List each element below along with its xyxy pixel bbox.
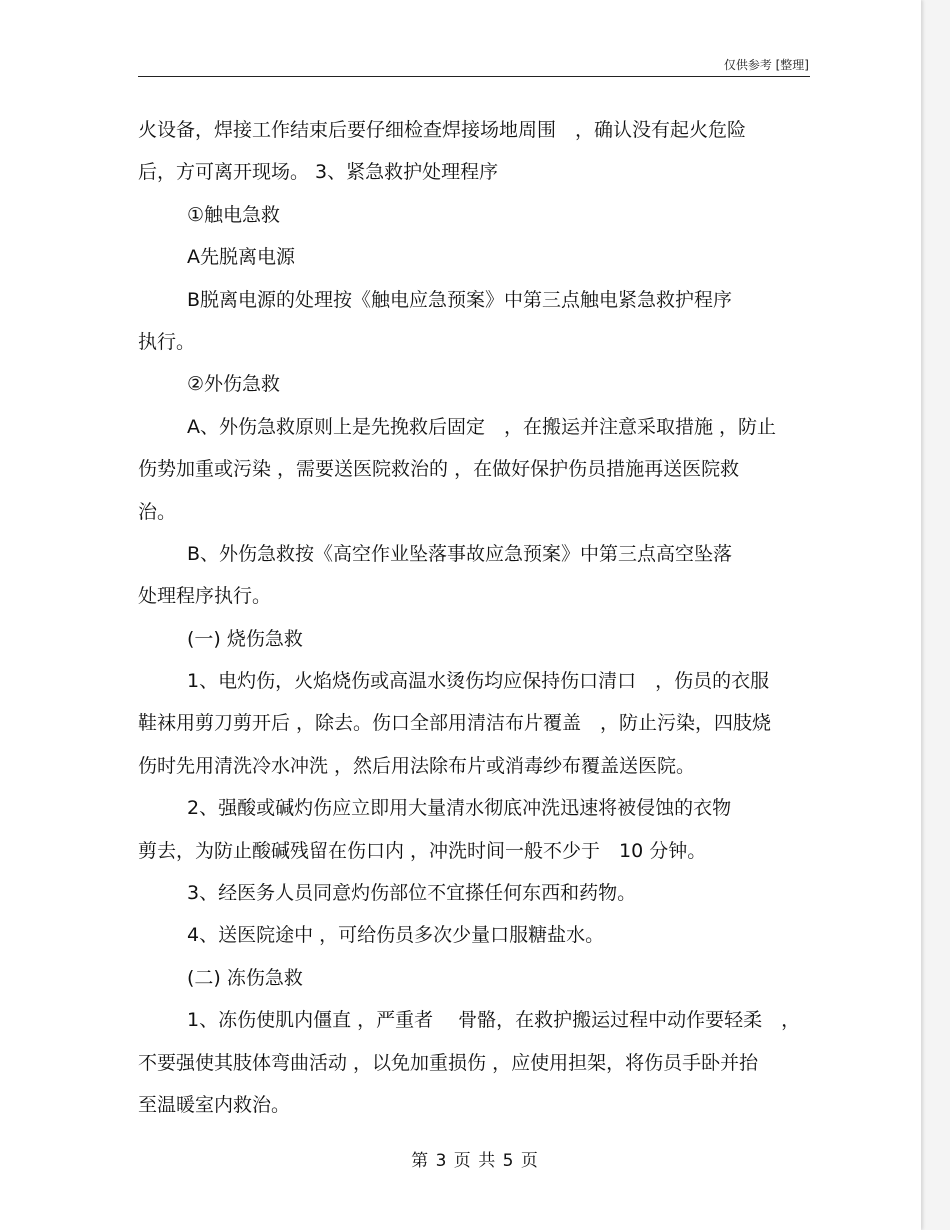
text-line: 1、冻伤使肌内僵直 ，严重者 骨骼，在救护搬运过程中动作要轻柔 ， — [187, 1009, 801, 1032]
body-text — [138, 109, 828, 1126]
text-line: 火设备，焊接工作结束后要仔细检查焊接场地周围 ，确认没有起火危险 — [138, 119, 747, 141]
text-line: B脱离电源的处理按《触电应急预案》中第三点触电紧急救护程序 — [187, 288, 733, 311]
text-line: ①触电急救 — [187, 203, 281, 226]
text-line: A、外伤急救原则上是先挽救后固定 ，在搬运并注意采取措施 ，防止 — [187, 415, 777, 438]
text-line: 2、强酸或碱灼伤应立即用大量清水彻底冲洗迅速将被侵蚀的衣物 — [187, 797, 732, 820]
text-line: (二) 冻伤急救 — [187, 966, 303, 989]
footer-middle: 页 共 — [453, 1151, 497, 1171]
text-line: 1、电灼伤，火焰烧伤或高温水烫伤均应保持伤口清口 ，伤员的衣服 — [187, 670, 770, 693]
text-line: 伤时先用清洗冷水冲洗 ，然后用法除布片或消毒纱布覆盖送医院。 — [138, 754, 696, 777]
text-line: 剪去，为防止酸碱残留在伤口内 ，冲洗时间一般不少于 10 分钟。 — [138, 839, 707, 862]
text-line: 4、送医院途中 ，可给伤员多次少量口服糖盐水。 — [187, 924, 605, 947]
footer-page-number: 3 — [435, 1151, 448, 1171]
text-line: 鞋袜用剪刀剪开后 ，除去。伤口全部用清洁布片覆盖 ，防止污染，四肢烧 — [138, 712, 772, 735]
text-line: 执行。 — [138, 330, 196, 353]
text-line: 3、经医务人员同意灼伤部位不宜搽任何东西和药物。 — [187, 882, 637, 905]
text-line: 不要强使其肢体弯曲活动 ，以免加重损伤 ，应使用担架，将伤员手卧并抬 — [138, 1051, 759, 1074]
text-line: 处理程序执行。 — [138, 585, 272, 608]
text-line: 治。 — [138, 500, 177, 523]
text-line: (一) 烧伤急救 — [187, 627, 303, 650]
footer-suffix: 页 — [520, 1151, 539, 1171]
text-line: A先脱离电源 — [187, 246, 295, 269]
text-line: 伤势加重或污染 ，需要送医院救治的 ，在做好保护伤员措施再送医院救 — [138, 458, 740, 481]
text-line: 后，方可离开现场。 3、紧急救护处理程序 — [138, 161, 499, 184]
footer-prefix: 第 — [411, 1151, 430, 1171]
text-line: ②外伤急救 — [187, 373, 281, 396]
header-rule — [138, 76, 810, 77]
footer-total-pages: 5 — [502, 1151, 515, 1171]
page-footer — [0, 1146, 950, 1171]
header-note: 仅供参考 [整理] — [723, 58, 809, 72]
text-line: 至温暖室内救治。 — [138, 1093, 291, 1116]
text-line: B、外伤急救按《高空作业坠落事故应急预案》中第三点高空坠落 — [187, 542, 733, 565]
